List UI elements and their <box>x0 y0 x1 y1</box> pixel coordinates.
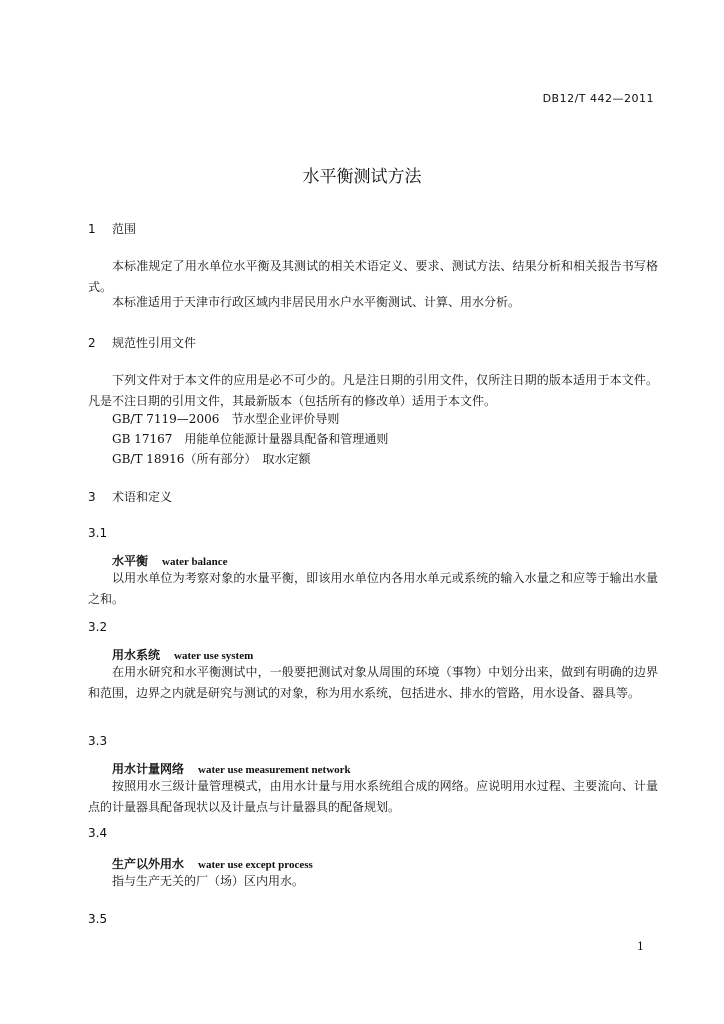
section-number: 1 <box>88 222 96 236</box>
section-1-paragraph-2: 本标准适用于天津市行政区域内非居民用水户水平衡测试、计算、用水分析。 <box>112 295 521 309</box>
section-number: 2 <box>88 336 96 350</box>
term-definition: 指与生产无关的厂（场）区内用水。 <box>112 874 305 888</box>
term-entry <box>112 760 351 777</box>
section-title: 术语和定义 <box>112 490 173 504</box>
subsection-number: 3.4 <box>88 826 108 840</box>
section-number: 3 <box>88 490 96 504</box>
subsection-number: 3.1 <box>88 526 108 540</box>
subsection-number: 3.5 <box>88 912 108 926</box>
term-entry <box>112 552 228 569</box>
reference-item: GB/T 18916（所有部分） 取水定额 <box>112 452 311 466</box>
term-chinese: 用水系统 <box>112 648 161 662</box>
page-number: 1 <box>637 940 644 953</box>
page-title: 水平衡测试方法 <box>302 167 422 187</box>
term-english: water balance <box>162 556 228 568</box>
section-2-heading <box>88 334 196 351</box>
subsection-number: 3.3 <box>88 734 108 748</box>
term-chinese: 水平衡 <box>112 554 149 568</box>
term-english: water use system <box>174 650 254 662</box>
term-entry <box>112 855 313 872</box>
term-chinese: 用水计量网络 <box>112 762 185 776</box>
term-definition: 以用水单位为考察对象的水量平衡，即该用水单位内各用水单元或系统的输入水量之和应等于输出水量之和。 <box>88 571 658 606</box>
subsection-number: 3.2 <box>88 620 108 634</box>
section-title: 规范性引用文件 <box>112 336 197 350</box>
term-chinese: 生产以外用水 <box>112 857 185 871</box>
section-3-heading <box>88 488 172 505</box>
document-number: DB12/T 442—2011 <box>542 92 654 105</box>
term-english: water use except process <box>198 859 313 871</box>
reference-item: GB 17167 用能单位能源计量器具配备和管理通则 <box>112 432 389 446</box>
section-2-paragraph: 下列文件对于本文件的应用是必不可少的。凡是注日期的引用文件，仅所注日期的版本适用于本文件。凡是不注日期的引用文件，其最新版本（包括所有的修改单）适用于本文件。 <box>88 373 658 408</box>
term-definition: 按照用水三级计量管理模式，由用水计量与用水系统组合成的网络。应说明用水过程、主要流向、计量点的计量器具配备现状以及计量点与计量器具的配备规划。 <box>88 779 658 814</box>
term-entry <box>112 646 253 663</box>
term-definition: 在用水研究和水平衡测试中，一般要把测试对象从周围的环境（事物）中划分出来，做到有明确的边界和范围，边界之内就是研究与测试的对象，称为用水系统，包括进水、排水的管路，用水设备、器具等。 <box>88 665 658 700</box>
term-english: water use measurement network <box>198 764 351 776</box>
section-1-paragraph-1: 本标准规定了用水单位水平衡及其测试的相关术语定义、要求、测试方法、结果分析和相关报告书写格式。 <box>88 259 658 294</box>
reference-item: GB/T 7119—2006 节水型企业评价导则 <box>112 412 340 426</box>
section-1-heading <box>88 220 136 237</box>
section-title: 范围 <box>112 222 137 236</box>
